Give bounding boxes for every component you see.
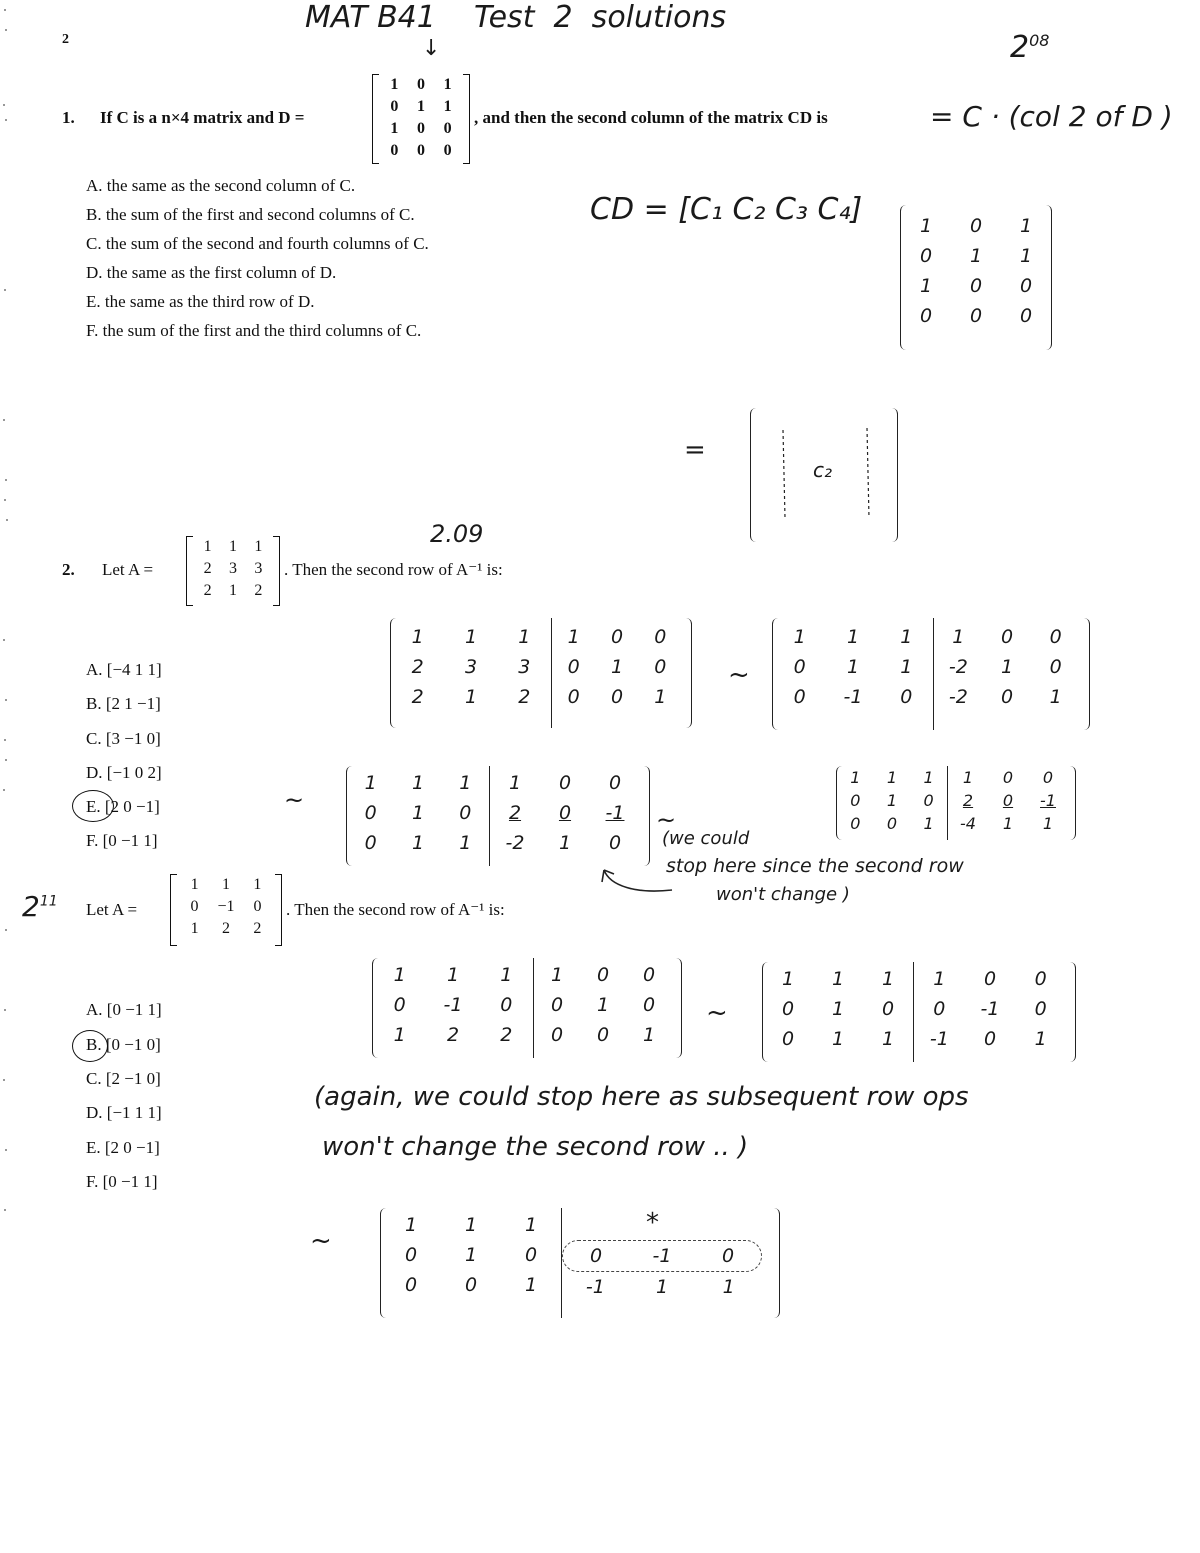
q1-number: 1. xyxy=(62,108,75,127)
q2-prompt-before: Let A = xyxy=(102,560,154,579)
q3-tilde-2: ~ xyxy=(310,1226,332,1256)
q1-option-c: C. the sum of the second and fourth columns of C. xyxy=(86,234,429,253)
q1-option-e: E. the same as the third row of D. xyxy=(86,292,315,311)
q3-work-step2: 1 1 1 0 1 0 0 1 1 1 0 0 0 -1 0 -1 0 1 xyxy=(762,962,1076,1062)
q3-prompt-after: . Then the second row of A⁻¹ is: xyxy=(286,900,505,919)
q1-col-c2: c₂ xyxy=(813,458,833,482)
down-arrow-icon: ↓ xyxy=(422,36,441,61)
q2-option-b: B. [2 1 −1] xyxy=(86,694,161,713)
q2-option-d: D. [−1 0 2] xyxy=(86,763,162,782)
q1-option-a: A. the same as the second column of C. xyxy=(86,176,356,195)
q1-option-b: B. the sum of the first and second columns of C. xyxy=(86,205,415,224)
q1-equals: = xyxy=(684,435,706,465)
q3-option-a: A. [0 −1 1] xyxy=(86,1000,162,1019)
page-number: 2 xyxy=(62,32,69,47)
q1-hand-matrix-d: 1 0 1 0 1 1 1 0 0 0 0 0 xyxy=(900,205,1052,350)
q1-tag: $2^{08}$ xyxy=(1010,30,1050,65)
q2-work-step3: 1 1 1 0 1 0 0 1 1 1 0 0 2 0 -1 -2 1 0 xyxy=(346,766,650,866)
q2-option-e: E. [2 0 −1] xyxy=(86,797,160,816)
q3-option-b: B. [0 −1 0] xyxy=(86,1035,161,1054)
q3-answer-circle xyxy=(72,1030,108,1062)
q1-prompt-after: , and then the second column of the matrix CD is xyxy=(474,108,828,127)
q3-option-c: C. [2 −1 0] xyxy=(86,1069,161,1088)
q3-prompt-before: Let A = xyxy=(86,900,138,919)
q3-option-f: F. [0 −1 1] xyxy=(86,1172,158,1191)
q3-tag: $2^{11}$ xyxy=(22,890,58,923)
q2-work-step4: 1 1 1 0 1 0 0 0 1 1 0 0 2 0 -1 -4 1 1 xyxy=(836,766,1076,840)
q2-matrix-a: 1 1 1 2 3 3 2 1 2 xyxy=(186,536,280,606)
q2-work-step2: 1 1 1 0 1 1 0 -1 0 1 0 0 -2 1 0 -2 0 1 xyxy=(772,618,1090,730)
q2-tilde-3: ~ xyxy=(656,806,677,834)
q1-column-matrix xyxy=(750,408,898,542)
q2-work-step1: 1 1 1 2 3 3 2 1 2 1 0 0 0 1 0 0 0 1 xyxy=(390,618,692,728)
q3-matrix-a: 1 1 1 0 −1 0 1 2 2 xyxy=(170,874,282,946)
q2-option-c: C. [3 −1 0] xyxy=(86,729,161,748)
q2-option-a: A. [−4 1 1] xyxy=(86,660,162,679)
q1-option-d: D. the same as the first column of D. xyxy=(86,263,337,282)
q2-note-line1: (we could xyxy=(662,828,750,849)
q2-answer-circle xyxy=(72,790,114,822)
q2-note-line3: won't change ) xyxy=(716,884,850,905)
handwritten-title: MAT B41 Test 2 solutions xyxy=(305,0,727,35)
scan-margin-dots xyxy=(0,0,12,1553)
q3-note-line1: (again, we could stop here as subsequent row ops xyxy=(314,1082,969,1112)
q2-tag: 2.09 xyxy=(430,520,484,548)
q1-prompt-before: If C is a n×4 matrix and D = xyxy=(100,108,305,127)
q2-prompt-after: . Then the second row of A⁻¹ is: xyxy=(284,560,503,579)
q3-option-d: D. [−1 1 1] xyxy=(86,1103,162,1122)
q1-matrix-d: 1 0 1 0 1 1 1 0 0 0 0 0 xyxy=(372,74,470,164)
curved-arrow-icon xyxy=(596,864,676,904)
q1-cd-label: CD = [C₁ C₂ C₃ C₄] xyxy=(590,192,863,227)
q3-star: * xyxy=(646,1208,659,1238)
q3-work-step1: 1 1 1 0 -1 0 1 2 2 1 0 0 0 1 0 0 0 1 xyxy=(372,958,682,1058)
q3-option-e: E. [2 0 −1] xyxy=(86,1138,160,1157)
q3-note-line2: won't change the second row .. ) xyxy=(322,1132,749,1162)
q3-tilde-1: ~ xyxy=(706,998,728,1028)
q2-tilde-2: ~ xyxy=(284,786,305,814)
q2-number: 2. xyxy=(62,560,75,579)
q1-option-f: F. the sum of the first and the third columns of C. xyxy=(86,321,422,340)
q3-work-step3: 1 1 1 0 1 0 0 0 1 0 -1 0 -1 1 1 xyxy=(380,1208,780,1318)
q2-option-f: F. [0 −1 1] xyxy=(86,831,158,850)
q2-note-line2: stop here since the second row xyxy=(666,855,964,877)
q2-tilde-1: ~ xyxy=(728,660,750,690)
q1-handwritten-answer: = C · (col 2 of D ) xyxy=(930,100,1173,133)
